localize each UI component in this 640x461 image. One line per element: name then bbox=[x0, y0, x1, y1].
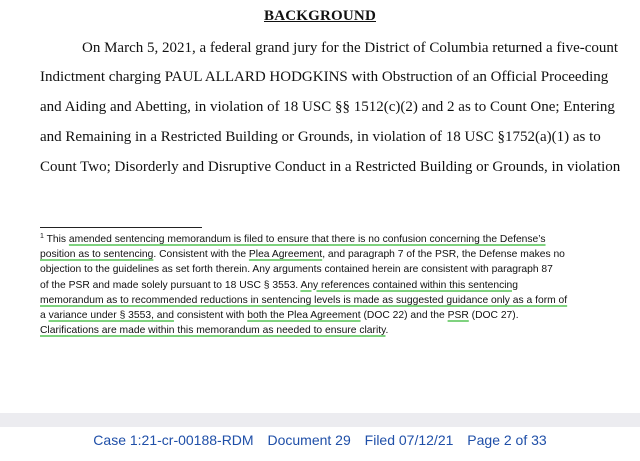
footnote-text: . Consistent with the bbox=[153, 249, 249, 261]
footnote-text: consistent with bbox=[173, 310, 248, 321]
highlighted-text: variance under § 3553, and bbox=[48, 310, 174, 321]
footer-filed-date: Filed 07/12/21 bbox=[364, 432, 454, 448]
highlighted-text: PSR bbox=[447, 310, 469, 321]
footer-case-number: Case 1:21-cr-00188-RDM bbox=[93, 432, 254, 448]
highlighted-text: position as to sentencing bbox=[40, 249, 154, 261]
footnote-text: . bbox=[385, 325, 389, 337]
footnote-text: (DOC 27). bbox=[468, 310, 519, 321]
highlighted-text: Clarifications are made within this memorandum as needed to ensure clarity bbox=[40, 325, 386, 337]
footnote-text: , and paragraph 7 of the PSR, the Defense makes no bbox=[322, 249, 565, 261]
footnote-line-3 bbox=[40, 264, 615, 275]
highlighted-text: Plea Agreement bbox=[248, 249, 323, 261]
footnote-text: (DOC 22) and the bbox=[360, 310, 448, 321]
body-line-5: Count Two; Disorderly and Disruptive Conduct in a Restricted Building or Grounds, in violation bbox=[40, 159, 621, 175]
page-gutter bbox=[0, 413, 640, 427]
footnote-line-5 bbox=[40, 295, 615, 306]
section-heading: BACKGROUND bbox=[263, 8, 376, 24]
highlighted-text: both the Plea Agreement bbox=[247, 310, 361, 321]
case-footer bbox=[0, 432, 640, 448]
footnote-line-7 bbox=[40, 325, 615, 336]
body-line-1: On March 5, 2021, a federal grand jury for the District of Columbia returned a five-count bbox=[82, 40, 619, 56]
footnote-text: objection to the guidelines as set forth therein. Any arguments contained herein are consistent with paragraph 87 bbox=[40, 264, 553, 276]
footnote-text: This bbox=[43, 234, 69, 245]
footnote-line-6 bbox=[40, 310, 615, 321]
body-line-3: and Aiding and Abetting, in violation of 18 USC §§ 1512(c)(2) and 2 as to Count One; Entering bbox=[40, 99, 615, 115]
footnote-separator bbox=[40, 227, 202, 228]
footnote-line-1 bbox=[40, 234, 615, 245]
footer-document-number: Document 29 bbox=[267, 432, 351, 448]
body-line-4: and Remaining in a Restricted Building or Grounds, in violation of 18 USC §1752(a)(1) as to bbox=[40, 129, 601, 145]
highlighted-text: amended sentencing memorandum is filed to ensure that there is no confusion concerning the Defense’s bbox=[68, 234, 546, 245]
footnote-text: of the PSR and made solely pursuant to 18 USC § 3553. bbox=[40, 279, 301, 291]
footnote-marker: 1 bbox=[40, 233, 44, 240]
footer-page-number: Page 2 of 33 bbox=[467, 432, 547, 448]
highlighted-text: memorandum as to recommended reductions in sentencing levels is made as suggested guidance only as a form of bbox=[40, 294, 568, 306]
highlighted-text: Any references contained within this sentencing bbox=[300, 279, 518, 291]
footnote-text: a bbox=[40, 310, 49, 321]
body-line-2: Indictment charging PAUL ALLARD HODGKINS with Obstruction of an Official Proceeding bbox=[40, 69, 609, 85]
footnote-line-4 bbox=[40, 280, 615, 291]
footnote-line-2 bbox=[40, 249, 615, 260]
